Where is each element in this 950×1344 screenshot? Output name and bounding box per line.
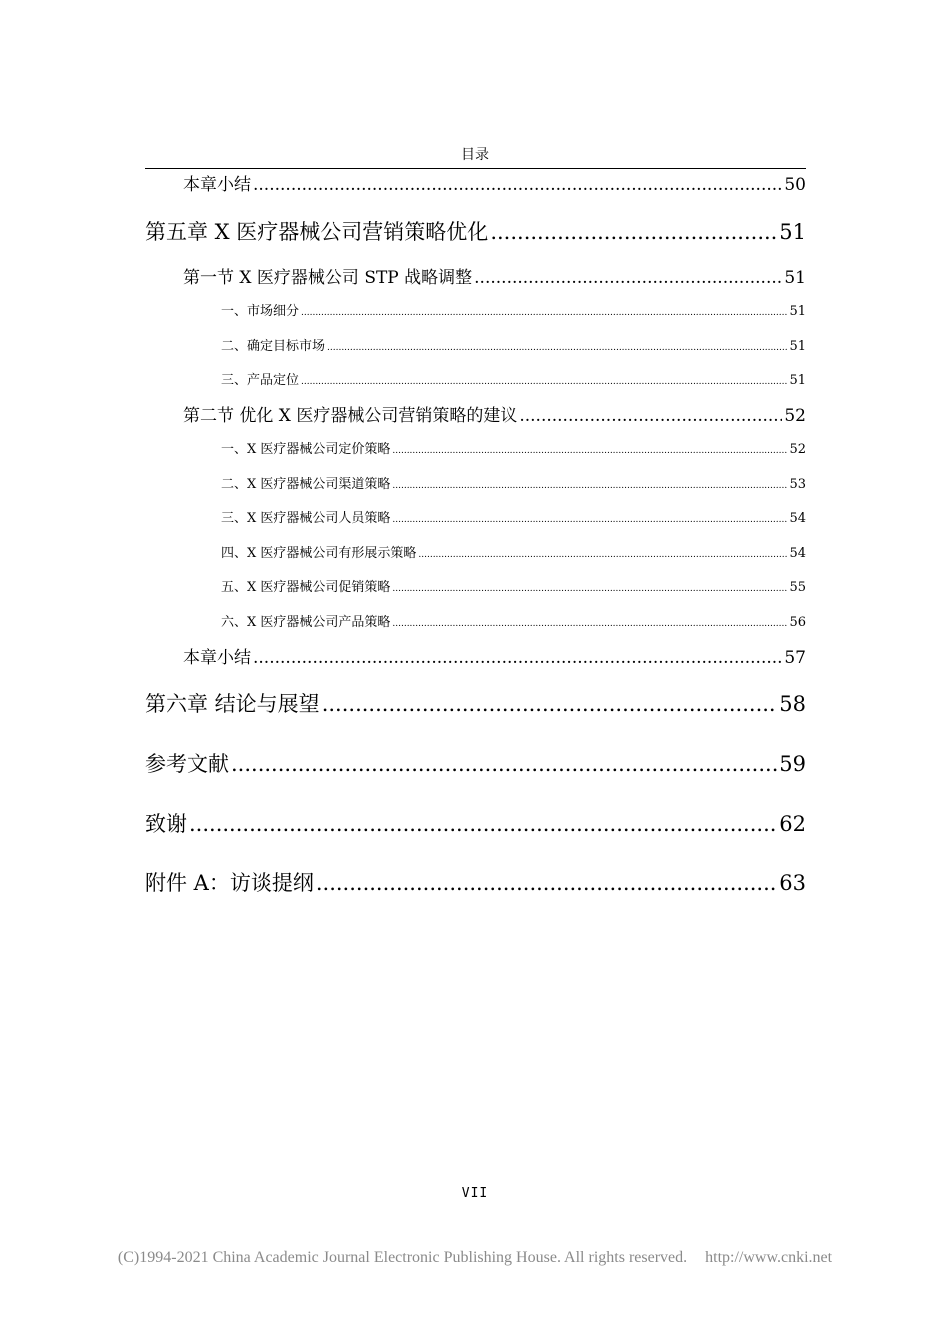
toc-entry[interactable] xyxy=(221,510,806,529)
toc-entry-page: 54 xyxy=(789,546,806,561)
toc-entry[interactable] xyxy=(183,647,806,669)
toc-entry-label: 二、X 医疗器械公司渠道策略 xyxy=(221,477,391,492)
toc-entry-label: 致谢 xyxy=(145,812,187,836)
toc-entry-label: 四、X 医疗器械公司有形展示策略 xyxy=(221,546,417,561)
toc-entry-page: 57 xyxy=(784,648,806,668)
toc-dot-leader xyxy=(231,751,777,777)
toc-entry-page: 51 xyxy=(789,304,806,319)
toc-entry[interactable] xyxy=(145,751,806,777)
toc-entry-page: 53 xyxy=(789,477,806,492)
toc-dot-leader xyxy=(316,870,777,896)
toc-entry[interactable] xyxy=(183,174,806,196)
toc-dot-leader xyxy=(189,811,777,837)
toc-dot-leader xyxy=(253,647,782,669)
toc-entry-label: 三、X 医疗器械公司人员策略 xyxy=(221,511,391,526)
toc-entry-label: 第六章 结论与展望 xyxy=(145,692,320,716)
toc-entry-page: 56 xyxy=(789,615,806,630)
toc-entry-page: 51 xyxy=(784,268,806,288)
toc-entry-label: 二、确定目标市场 xyxy=(221,339,326,354)
toc-entry-label: 第一节 X 医疗器械公司 STP 战略调整 xyxy=(183,268,473,288)
header-rule xyxy=(145,168,806,169)
toc-dot-leader xyxy=(392,614,787,633)
toc-entry[interactable] xyxy=(221,614,806,633)
toc-entry-label: 五、X 医疗器械公司促销策略 xyxy=(221,580,391,595)
toc-entry[interactable] xyxy=(221,372,806,391)
toc-entry-label: 附件 A：访谈提纲 xyxy=(145,871,314,895)
toc-entry[interactable] xyxy=(183,405,806,427)
toc-entry-page: 52 xyxy=(784,406,806,426)
toc-entry-page: 50 xyxy=(784,175,806,195)
toc-entry-page: 59 xyxy=(779,752,806,776)
toc-entry-label: 本章小结 xyxy=(183,648,251,668)
toc-entry[interactable] xyxy=(145,811,806,837)
copyright-text: (C)1994-2021 China Academic Journal Electronic Publishing House. All rights reserved. xyxy=(117,1249,688,1266)
toc-entry-label: 一、市场细分 xyxy=(221,304,300,319)
toc-entry-page: 54 xyxy=(789,511,806,526)
toc-entry[interactable] xyxy=(221,441,806,460)
toc-entry-label: 一、X 医疗器械公司定价策略 xyxy=(221,442,391,457)
page-number: VII xyxy=(461,1186,489,1201)
toc-dot-leader xyxy=(418,545,787,564)
toc-entry[interactable] xyxy=(221,338,806,357)
toc-dot-leader xyxy=(392,579,787,598)
toc-dot-leader xyxy=(327,338,787,357)
cnki-url: http://www.cnki.net xyxy=(705,1249,833,1266)
toc-entry[interactable] xyxy=(183,267,806,289)
toc-entry[interactable] xyxy=(145,691,806,717)
toc-entry-page: 52 xyxy=(789,442,806,457)
toc-dot-leader xyxy=(474,267,782,289)
toc-entry[interactable] xyxy=(145,219,806,245)
page-header-title: 目录 xyxy=(461,147,489,163)
toc-entry-page: 51 xyxy=(779,220,806,244)
toc-dot-leader xyxy=(392,510,787,529)
toc-entry-label: 第二节 优化 X 医疗器械公司营销策略的建议 xyxy=(183,406,518,426)
toc-entry-page: 58 xyxy=(779,692,806,716)
toc-entry[interactable] xyxy=(221,303,806,322)
toc-entry-label: 三、产品定位 xyxy=(221,373,300,388)
toc-entry-label: 六、X 医疗器械公司产品策略 xyxy=(221,615,391,630)
toc-entry[interactable] xyxy=(221,476,806,495)
toc-entry-label: 第五章 X 医疗器械公司营销策略优化 xyxy=(145,220,489,244)
toc-dot-leader xyxy=(301,372,787,391)
toc-dot-leader xyxy=(301,303,787,322)
toc-entry-label: 参考文献 xyxy=(145,752,229,776)
copyright-line xyxy=(0,1249,950,1267)
toc-entry-page: 51 xyxy=(789,339,806,354)
toc-dot-leader xyxy=(490,219,777,245)
toc-entry-label: 本章小结 xyxy=(183,175,251,195)
toc-dot-leader xyxy=(253,174,782,196)
toc-entry[interactable] xyxy=(221,545,806,564)
toc-entry-page: 62 xyxy=(779,812,806,836)
toc-entry[interactable] xyxy=(221,579,806,598)
toc-entry-page: 51 xyxy=(789,373,806,388)
toc-entry-page: 55 xyxy=(789,580,806,595)
toc-dot-leader xyxy=(392,476,787,495)
toc-entry[interactable] xyxy=(145,870,806,896)
toc-dot-leader xyxy=(322,691,778,717)
toc-dot-leader xyxy=(519,405,782,427)
toc-entry-page: 63 xyxy=(779,871,806,895)
toc-dot-leader xyxy=(392,441,787,460)
